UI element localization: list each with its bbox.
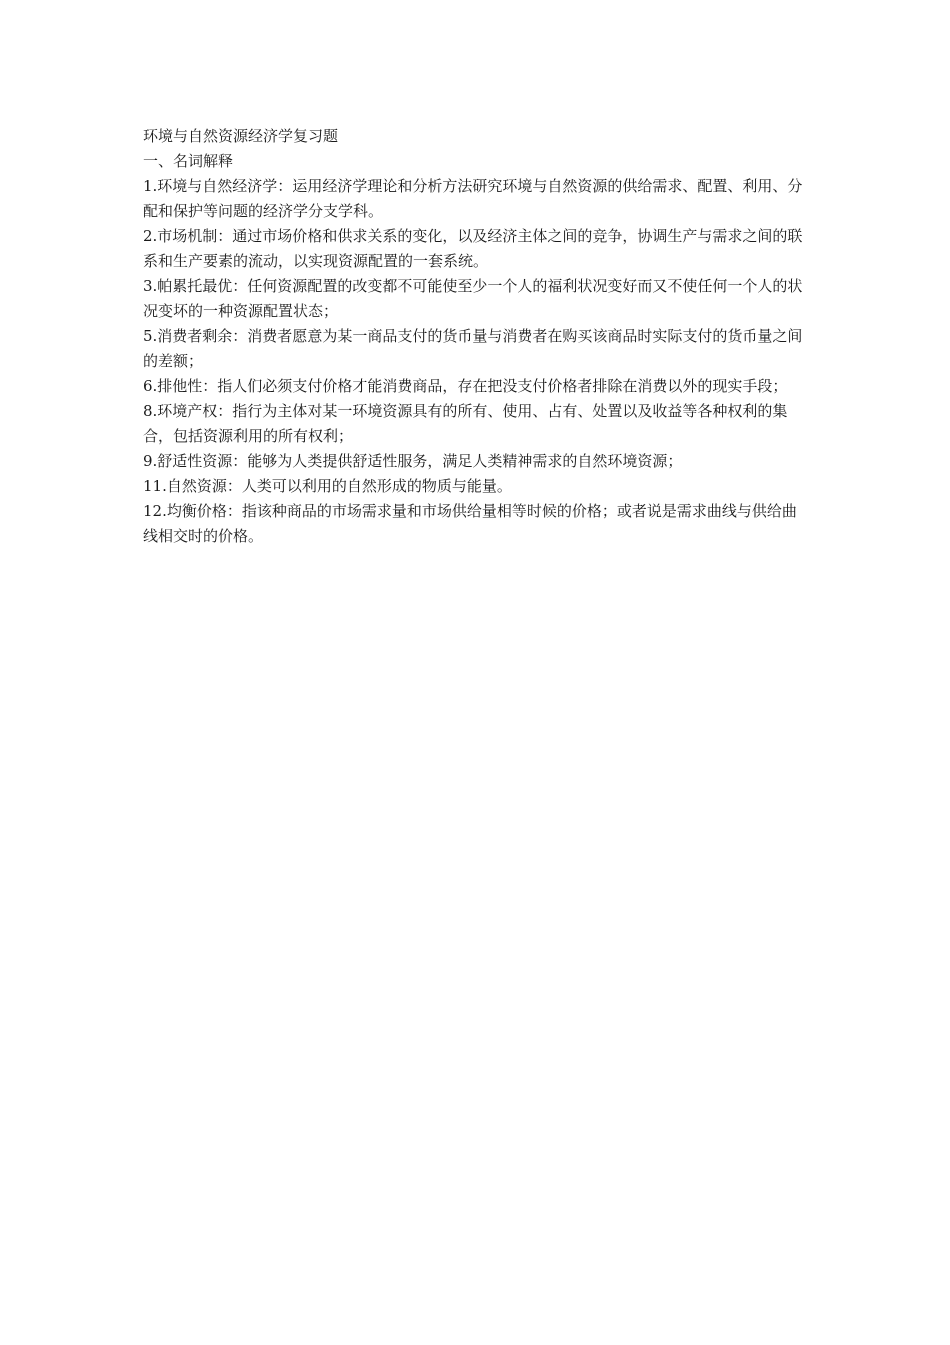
document-body bbox=[143, 124, 808, 549]
section-heading: 一、名词解释 bbox=[143, 152, 234, 170]
term-entry: 11.自然资源：人类可以利用的自然形成的物质与能量。 bbox=[143, 477, 512, 495]
term-entry: 3.帕累托最优：任何资源配置的改变都不可能使至少一个人的福利状况变好而又不使任何一个人的状况变坏的一种资源配置状态； bbox=[143, 277, 803, 320]
term-entry: 1.环境与自然经济学：运用经济学理论和分析方法研究环境与自然资源的供给需求、配置、利用、分配和保护等问题的经济学分支学科。 bbox=[143, 177, 803, 220]
document-title: 环境与自然资源经济学复习题 bbox=[143, 127, 339, 145]
term-entry: 8.环境产权：指行为主体对某一环境资源具有的所有、使用、占有、处置以及收益等各种权利的集合，包括资源利用的所有权利； bbox=[143, 402, 788, 445]
term-entry: 5.消费者剩余：消费者愿意为某一商品支付的货币量与消费者在购买该商品时实际支付的货币量之间的差额； bbox=[143, 327, 803, 370]
term-entry: 9.舒适性资源：能够为人类提供舒适性服务，满足人类精神需求的自然环境资源； bbox=[143, 452, 683, 470]
term-entry: 6.排他性：指人们必须支付价格才能消费商品，存在把没支付价格者排除在消费以外的现实手段； bbox=[143, 377, 788, 395]
term-entry: 12.均衡价格：指该种商品的市场需求量和市场供给量相等时候的价格；或者说是需求曲线与供给曲线相交时的价格。 bbox=[143, 502, 797, 545]
term-entry: 2.市场机制：通过市场价格和供求关系的变化，以及经济主体之间的竞争，协调生产与需求之间的联系和生产要素的流动，以实现资源配置的一套系统。 bbox=[143, 227, 803, 270]
